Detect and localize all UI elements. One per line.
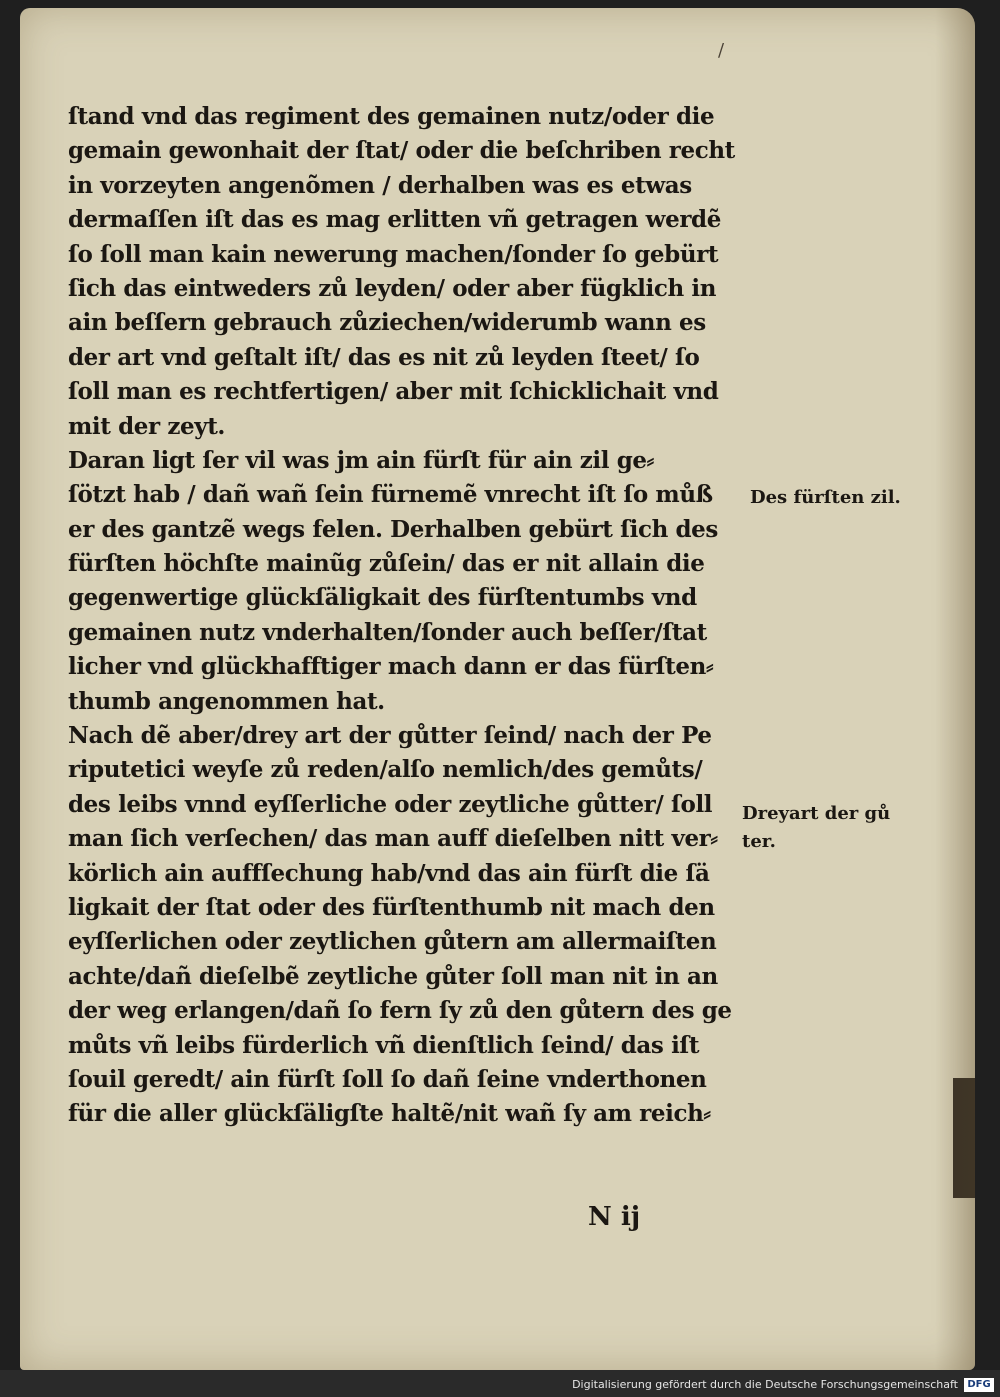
text-line: man ſich verſechen/ das man auff dieſelben nitt ver⸗ [68, 825, 718, 853]
text-line: gemainen nutz vnderhalten/ſonder auch beſſer/ſtat [68, 618, 707, 646]
text-line: für die aller glückſäligſte haltẽ/nit wañ ſy am reich⸗ [68, 1100, 711, 1128]
marginal-note-text: Dreyart der gů [742, 803, 891, 824]
text-line: licher vnd glückhafftiger mach dann er das fürſten⸗ [68, 653, 714, 681]
marginal-note-text: ter. [742, 831, 776, 852]
text-line: Nach dẽ aber/drey art der gůtter ſeind/ nach der Pe [68, 722, 712, 750]
text-line: dermaſſen iſt das es mag erlitten vñ getragen werdẽ [68, 206, 721, 234]
dfg-logo: DFG [964, 1378, 994, 1392]
text-line: gegenwertige glückſäligkait des fürſtentumbs vnd [68, 584, 697, 612]
corner-mark: / [718, 40, 725, 61]
text-line: mit der zeyt. [68, 412, 226, 440]
text-line: körlich ain auffſechung hab/vnd das ain fürſt die ſä [68, 859, 710, 887]
text-line: ſouil geredt/ ain fürſt ſoll ſo dañ ſeine vnderthonen [68, 1065, 707, 1093]
text-line: des leibs vnnd eyſſerliche oder zeytliche gůtter/ ſoll [68, 790, 713, 818]
text-line: er des gantzẽ wegs felen. Derhalben gebürt ſich des [68, 515, 718, 543]
text-line: fürſten höchſte mainũg zůſein/ das er nit allain die [68, 550, 705, 578]
text-line: achte/dañ dieſelbẽ zeytliche gůter ſoll man nit in an [68, 962, 718, 990]
text-line: ſo ſoll man kain newerung machen/ſonder ſo gebürt [68, 240, 719, 268]
text-line: thumb angenommen hat. [68, 687, 385, 715]
text-line: eyſſerlichen oder zeytlichen gůtern am allermaiſten [68, 928, 717, 956]
footer-bar [0, 1370, 1000, 1397]
text-line: riputetici weyſe zů reden/alſo nemlich/des gemůts/ [68, 756, 703, 784]
main-text-block [68, 100, 738, 1132]
text-line: ſoll man es rechtfertigen/ aber mit ſchicklichait vnd [68, 378, 719, 406]
text-line: in vorzeyten angenõmen / derhalben was es etwas [68, 171, 692, 199]
text-line: Daran ligt ſer vil was jm ain fürſt für ain zil ge⸗ [68, 446, 654, 474]
text-line: ligkait der ſtat oder des fürſtenthumb nit mach den [68, 893, 715, 921]
text-line: můts vñ leibs fürderlich vñ dienſtlich ſeind/ das iſt [68, 1031, 700, 1059]
text-line: ſich das eintweders zů leyden/ oder aber fügklich in [68, 274, 717, 302]
text-line: ſtand vnd das regiment des gemainen nutz/oder die [68, 103, 715, 130]
marginal-note [742, 800, 890, 856]
marginal-note [750, 484, 901, 512]
text-line: der weg erlangen/dañ ſo fern ſy zů den gůtern des ge [68, 997, 732, 1025]
funding-credit: Digitalisierung gefördert durch die Deutsche Forschungsgemeinschaft [572, 1378, 958, 1391]
text-line: ſötzt hab / dañ wañ ſein fürnemẽ vnrecht iſt ſo můß [68, 481, 713, 509]
adjacent-page-edge [953, 1078, 975, 1198]
text-line: der art vnd geſtalt iſt/ das es nit zů leyden ſteet/ ſo [68, 343, 700, 371]
signature-mark: N ij [588, 1202, 641, 1232]
text-line: gemain gewonhait der ſtat/ oder die beſchriben recht [68, 137, 735, 165]
text-line: ain beſſern gebrauch zůziechen/widerumb wann es [68, 309, 706, 337]
marginal-note-text: Des fürſten zil. [750, 487, 901, 508]
